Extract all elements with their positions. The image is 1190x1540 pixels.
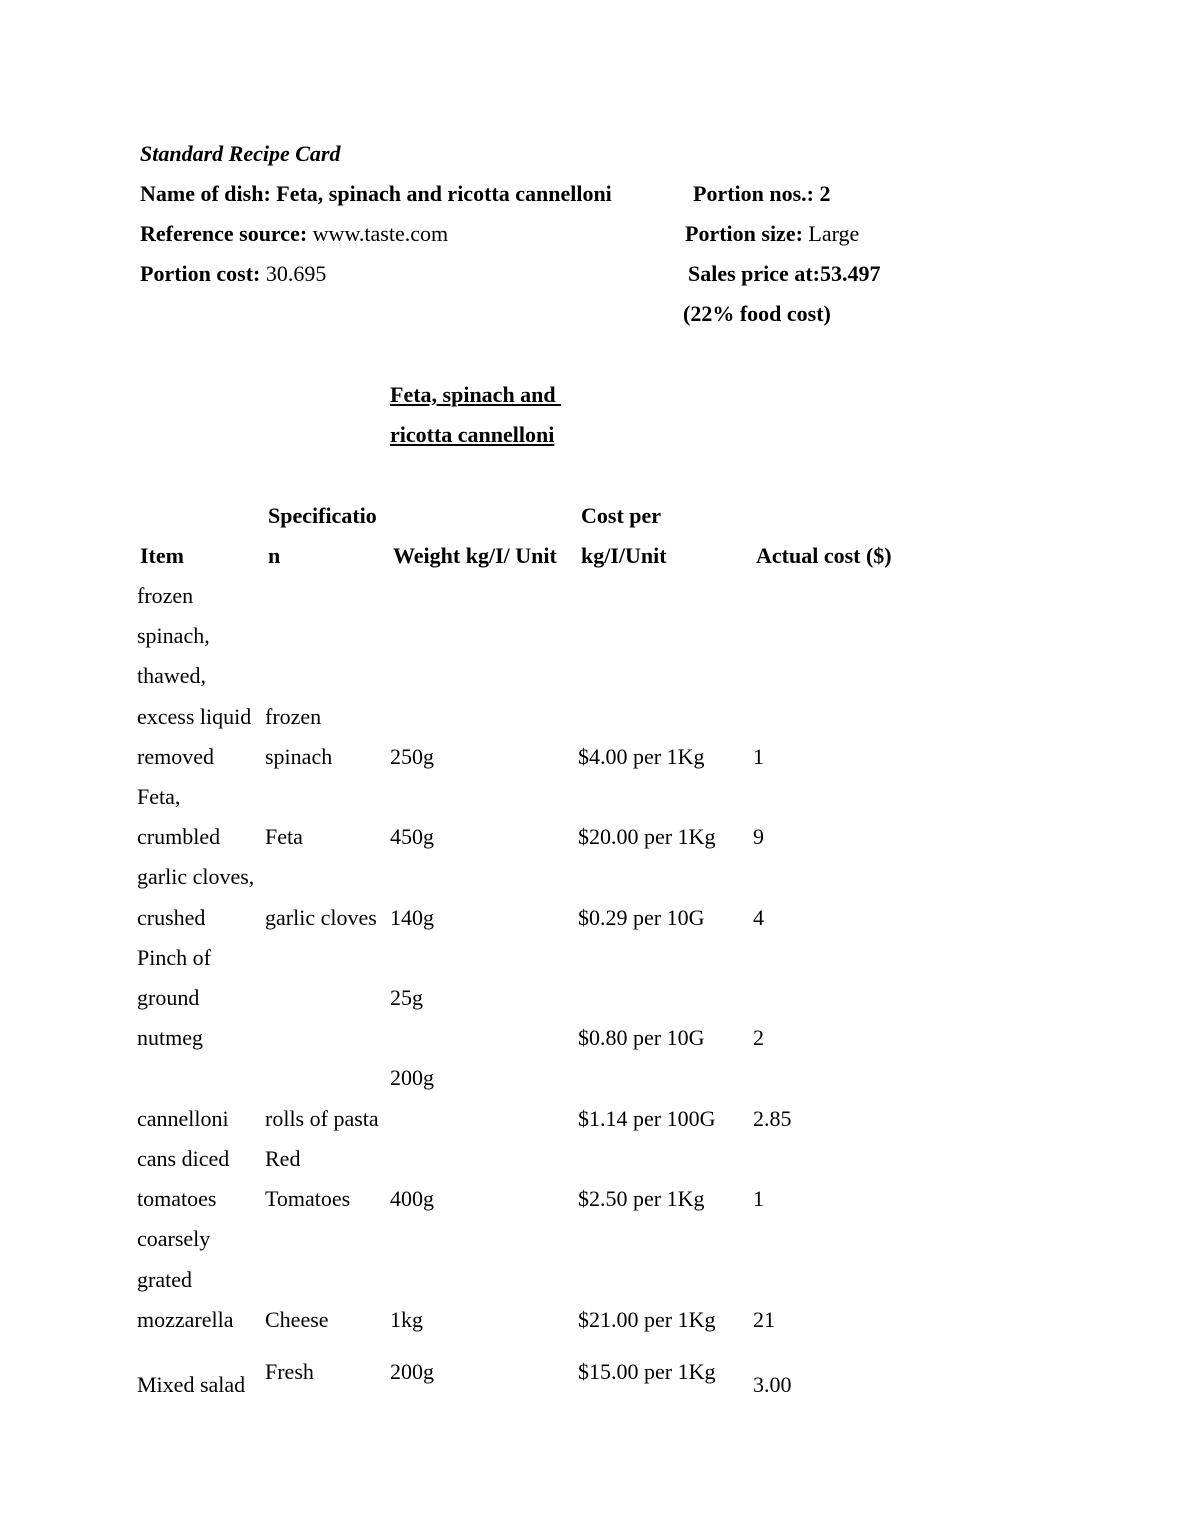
table-cell: excess liquid bbox=[137, 704, 252, 729]
table-cell: 200g bbox=[390, 1359, 434, 1384]
food-cost-note: (22% food cost) bbox=[683, 301, 831, 326]
table-cell: Pinch of bbox=[137, 945, 211, 970]
table-cell: Feta, bbox=[137, 784, 181, 809]
table-cell: $15.00 per 1Kg bbox=[578, 1359, 716, 1384]
table-cell: $4.00 per 1Kg bbox=[578, 744, 705, 769]
sales-price-value: 53.497 bbox=[819, 261, 881, 286]
portion-cost-label: Portion cost: bbox=[140, 261, 261, 286]
portion-cost-value: 30.695 bbox=[265, 261, 327, 286]
card-title: Standard Recipe Card bbox=[140, 141, 341, 166]
dish-name-value: Feta, spinach and ricotta cannelloni bbox=[276, 181, 612, 206]
reference-value: www.taste.com bbox=[312, 221, 449, 246]
header-cost-line2: kg/I/Unit bbox=[581, 543, 667, 568]
table-cell: crushed bbox=[137, 905, 206, 930]
portion-size-value: Large bbox=[808, 221, 860, 246]
table-cell: Feta bbox=[265, 824, 303, 849]
table-cell: $0.29 per 10G bbox=[578, 905, 705, 930]
table-cell: mozzarella bbox=[137, 1307, 234, 1332]
header-actual-cost: Actual cost ($) bbox=[756, 543, 892, 568]
table-cell: Mixed salad bbox=[137, 1372, 246, 1397]
table-cell: $2.50 per 1Kg bbox=[578, 1186, 705, 1211]
table-cell: cans diced bbox=[137, 1146, 230, 1171]
table-cell: 450g bbox=[390, 824, 434, 849]
table-cell: spinach bbox=[265, 744, 333, 769]
portion-cost-row bbox=[140, 261, 326, 287]
table-cell: 140g bbox=[390, 905, 434, 930]
table-cell: $1.14 per 100G bbox=[578, 1106, 716, 1131]
table-cell: tomatoes bbox=[137, 1186, 217, 1211]
table-cell: garlic cloves bbox=[265, 905, 377, 930]
table-cell: $20.00 per 1Kg bbox=[578, 824, 716, 849]
table-cell: garlic cloves, bbox=[137, 864, 255, 889]
reference-row bbox=[140, 221, 448, 247]
sales-price bbox=[688, 261, 880, 287]
table-cell: 9 bbox=[753, 824, 764, 849]
table-cell: removed bbox=[137, 744, 214, 769]
dish-name-row bbox=[140, 181, 612, 207]
table-cell: ground bbox=[137, 985, 200, 1010]
table-cell: $21.00 per 1Kg bbox=[578, 1307, 716, 1332]
portion-nos bbox=[693, 181, 831, 207]
table-cell: 25g bbox=[390, 985, 423, 1010]
table-cell: grated bbox=[137, 1267, 192, 1292]
table-cell: spinach, bbox=[137, 623, 210, 648]
table-cell: nutmeg bbox=[137, 1025, 203, 1050]
table-cell: 21 bbox=[753, 1307, 775, 1332]
table-cell: Tomatoes bbox=[265, 1186, 351, 1211]
recipe-heading-line2: ricotta cannelloni bbox=[390, 422, 555, 447]
table-cell: 1 bbox=[753, 1186, 764, 1211]
table-cell: Cheese bbox=[265, 1307, 329, 1332]
table-cell: 3.00 bbox=[753, 1372, 792, 1397]
table-cell: 250g bbox=[390, 744, 434, 769]
table-cell: Fresh bbox=[265, 1359, 314, 1384]
header-spec-line2: n bbox=[268, 543, 281, 568]
header-item: Item bbox=[140, 543, 184, 568]
table-cell: 1 bbox=[753, 744, 764, 769]
portion-size-label: Portion size: bbox=[685, 221, 803, 246]
sales-price-label: Sales price at: bbox=[688, 261, 820, 286]
header-cost-line1: Cost per bbox=[581, 503, 662, 528]
table-cell: 4 bbox=[753, 905, 764, 930]
portion-nos-value: 2 bbox=[819, 181, 831, 206]
dish-name-label: Name of dish: bbox=[140, 181, 271, 206]
portion-size bbox=[685, 221, 859, 247]
reference-label: Reference source: bbox=[140, 221, 308, 246]
table-cell: 2.85 bbox=[753, 1106, 792, 1131]
header-weight: Weight kg/I/ Unit bbox=[393, 543, 557, 568]
table-cell: frozen bbox=[265, 704, 322, 729]
table-cell: frozen bbox=[137, 583, 194, 608]
table-cell: thawed, bbox=[137, 663, 207, 688]
portion-nos-label: Portion nos.: bbox=[693, 181, 814, 206]
table-cell: crumbled bbox=[137, 824, 221, 849]
table-cell: rolls of pasta bbox=[265, 1106, 379, 1131]
table-cell: 2 bbox=[753, 1025, 764, 1050]
table-cell: 400g bbox=[390, 1186, 434, 1211]
table-cell: $0.80 per 10G bbox=[578, 1025, 705, 1050]
table-cell: Red bbox=[265, 1146, 301, 1171]
table-cell: cannelloni bbox=[137, 1106, 229, 1131]
table-cell: 1kg bbox=[390, 1307, 423, 1332]
recipe-heading-line1: Feta, spinach and bbox=[390, 382, 562, 407]
table-cell: 200g bbox=[390, 1065, 434, 1090]
header-spec-line1: Specificatio bbox=[268, 503, 377, 528]
table-cell: coarsely bbox=[137, 1226, 211, 1251]
